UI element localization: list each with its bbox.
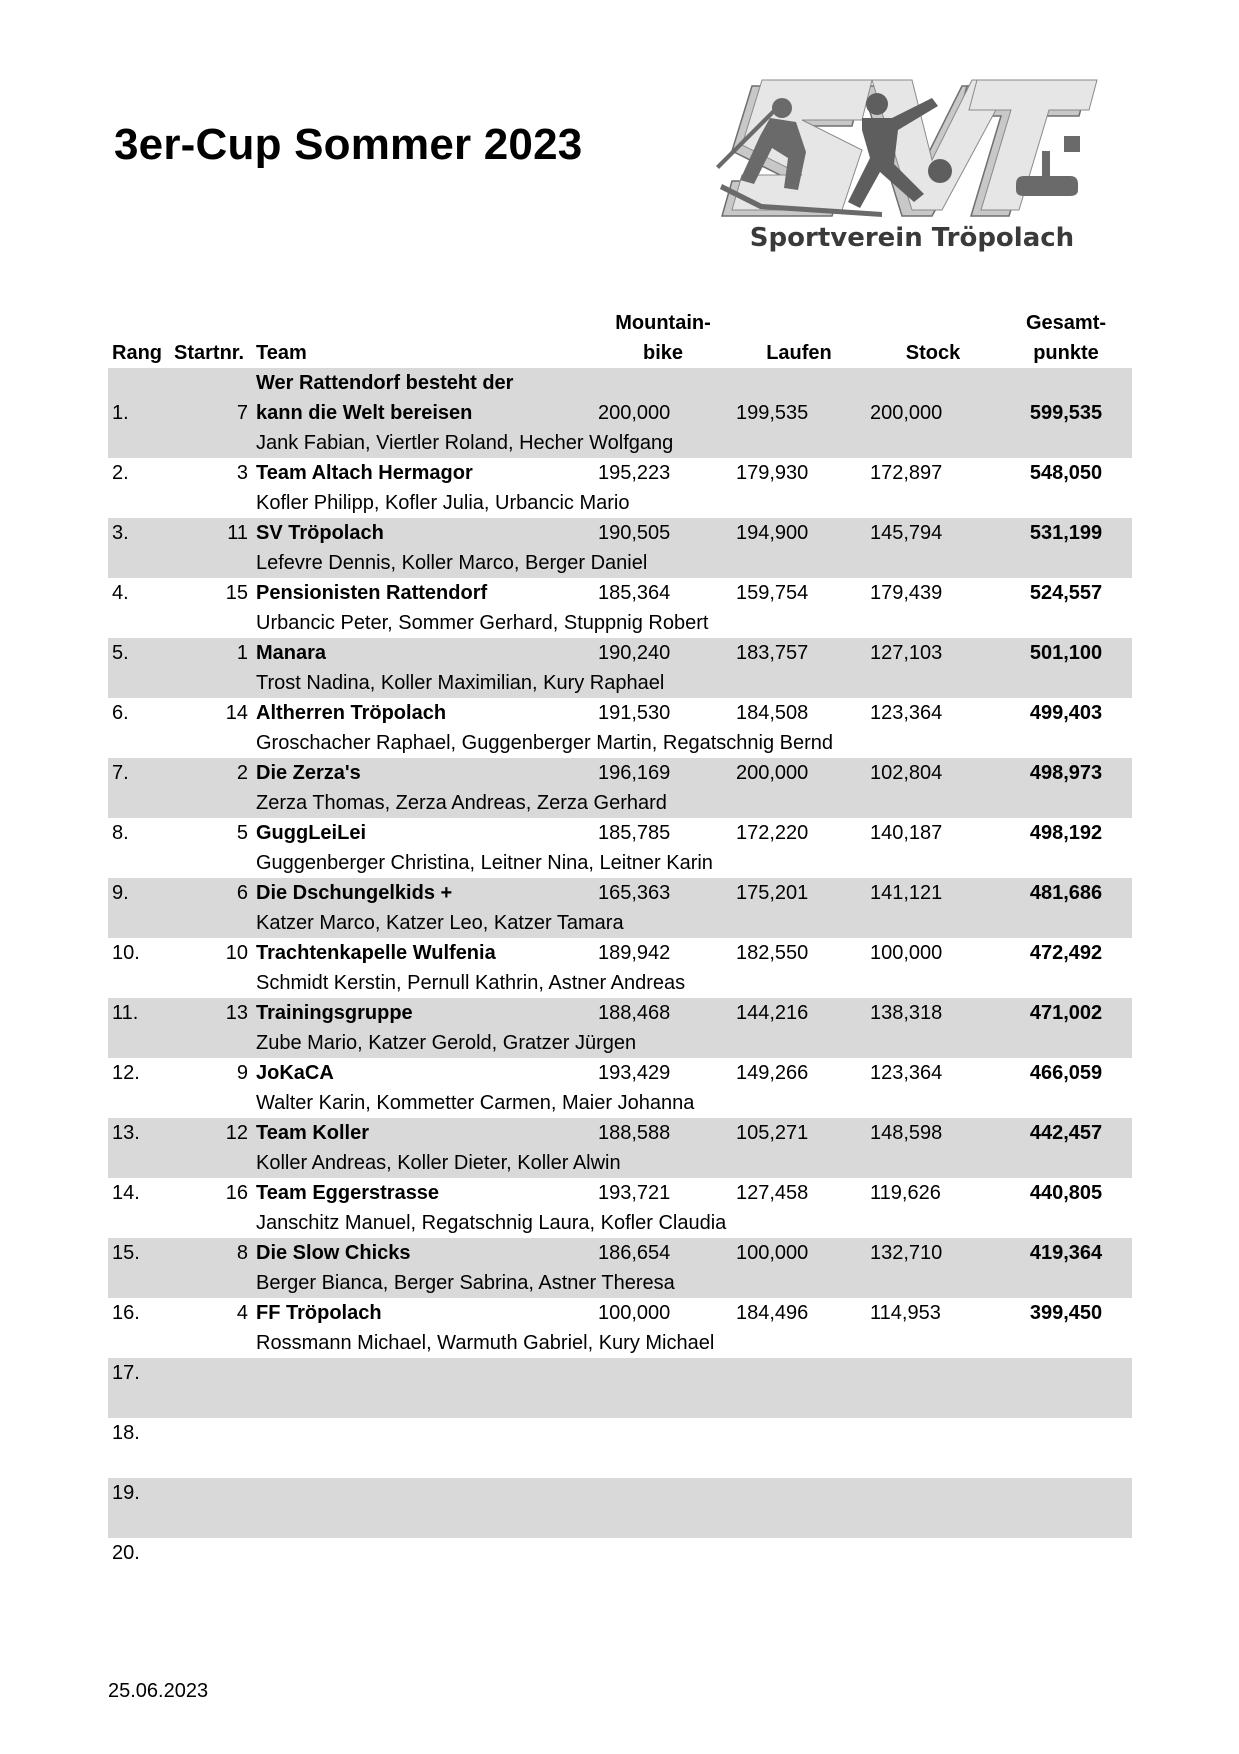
- table-row: [108, 758, 1132, 788]
- table-row: [108, 1418, 1132, 1448]
- rank-cell: 2.: [112, 462, 129, 484]
- laufen-cell: 175,201: [732, 878, 866, 908]
- cell-empty: [108, 1268, 170, 1298]
- cell-empty: [108, 488, 170, 518]
- mountainbike-cell: [594, 1538, 732, 1568]
- table-row-members: [108, 1208, 1132, 1238]
- col-startnr: Startnr.: [174, 342, 245, 364]
- members-cell: Urbancic Peter, Sommer Gerhard, Stuppnig Robert: [256, 612, 709, 634]
- startnr-cell: 2: [170, 758, 252, 788]
- mountainbike-cell: 195,223: [598, 462, 671, 484]
- laufen-cell: [732, 1418, 866, 1448]
- stock-cell: [866, 1538, 1000, 1568]
- cell-empty: [1000, 368, 1132, 398]
- rank-cell: 14.: [112, 1182, 140, 1204]
- rank-cell: 8.: [112, 822, 129, 844]
- stock-cell: 200,000: [866, 398, 1000, 428]
- members-cell: Walter Karin, Kommetter Carmen, Maier Johanna: [256, 1092, 695, 1114]
- team-name-cell: Team Eggerstrasse: [256, 1182, 440, 1204]
- stock-cell: 119,626: [870, 1182, 941, 1204]
- table-row-members: [108, 848, 1132, 878]
- total-cell: 466,059: [1029, 1062, 1103, 1084]
- startnr-cell: [170, 1478, 252, 1508]
- cell-empty: [108, 608, 170, 638]
- startnr-cell: 15: [225, 582, 248, 604]
- mountainbike-cell: 165,363: [594, 878, 732, 908]
- logo-text: Sportverein Tröpolach: [749, 223, 1075, 253]
- startnr-cell: 3: [236, 462, 248, 484]
- members-cell: Schmidt Kerstin, Pernull Kathrin, Astner Andreas: [256, 972, 686, 994]
- total-cell: 599,535: [1000, 398, 1132, 428]
- col-stock: Stock: [905, 342, 961, 364]
- total-cell: 531,199: [1000, 518, 1132, 548]
- laufen-cell: [732, 1538, 866, 1568]
- team-name-line1: Wer Rattendorf besteht der: [252, 368, 594, 398]
- members-cell: Lefevre Dennis, Koller Marco, Berger Daniel: [252, 548, 1132, 578]
- total-cell: 419,364: [1000, 1238, 1132, 1268]
- mountainbike-cell: 185,364: [598, 582, 671, 604]
- startnr-cell: 5: [236, 822, 248, 844]
- cell-empty: [732, 368, 866, 398]
- rank-cell: 12.: [112, 1062, 140, 1084]
- rank-cell: 10.: [112, 942, 140, 964]
- startnr-cell: 14: [225, 702, 248, 724]
- total-cell: 499,403: [1029, 702, 1103, 724]
- mountainbike-cell: [594, 1358, 732, 1388]
- stock-cell: 141,121: [866, 878, 1000, 908]
- mountainbike-cell: 190,505: [594, 518, 732, 548]
- laufen-cell: 105,271: [732, 1118, 866, 1148]
- stock-cell: 127,103: [866, 638, 1000, 668]
- table-header: [108, 302, 1132, 368]
- cell-empty: [108, 668, 170, 698]
- total-cell: 498,192: [1029, 822, 1103, 844]
- team-name-cell: [252, 1358, 594, 1388]
- stock-cell: 123,364: [870, 702, 943, 724]
- rank-cell: 11.: [108, 998, 170, 1028]
- team-name-cell: Pensionisten Rattendorf: [256, 582, 488, 604]
- rank-cell: 3.: [108, 518, 170, 548]
- total-cell: 481,686: [1000, 878, 1132, 908]
- table-row-members: [108, 968, 1132, 998]
- cell-empty: [108, 1388, 170, 1418]
- startnr-cell: 9: [236, 1062, 248, 1084]
- cell-empty: [170, 548, 252, 578]
- members-cell: Guggenberger Christina, Leitner Nina, Leitner Karin: [256, 852, 713, 874]
- mountainbike-cell: 100,000: [598, 1302, 671, 1324]
- cell-empty: [170, 848, 252, 878]
- table-row-members: [108, 608, 1132, 638]
- laufen-cell: 172,220: [736, 822, 809, 844]
- stock-cell: [866, 1358, 1000, 1388]
- cell-empty: [170, 1328, 252, 1358]
- team-name-cell: Die Slow Chicks: [252, 1238, 594, 1268]
- team-name-cell: Die Zerza's: [252, 758, 594, 788]
- mountainbike-cell: 193,429: [598, 1062, 671, 1084]
- stock-cell: 145,794: [866, 518, 1000, 548]
- rank-cell: 13.: [108, 1118, 170, 1148]
- team-name-cell: Trainingsgruppe: [252, 998, 594, 1028]
- members-cell: Jank Fabian, Viertler Roland, Hecher Wolfgang: [252, 428, 1132, 458]
- laufen-cell: 159,754: [736, 582, 809, 604]
- table-row-members: [108, 428, 1132, 458]
- table-row-members: [108, 1448, 1132, 1478]
- startnr-cell: 11: [170, 518, 252, 548]
- table-row: [108, 1058, 1132, 1088]
- mountainbike-cell: 190,240: [594, 638, 732, 668]
- laufen-cell: 200,000: [732, 758, 866, 788]
- table-row-members: [108, 1388, 1132, 1418]
- stock-cell: 114,953: [870, 1302, 941, 1324]
- mountainbike-cell: 185,785: [598, 822, 671, 844]
- cell-empty: [594, 368, 732, 398]
- team-name-cell: Team Koller: [252, 1118, 594, 1148]
- table-row: [108, 1358, 1132, 1388]
- table-row: [108, 938, 1132, 968]
- laufen-cell: 100,000: [732, 1238, 866, 1268]
- table-row-members: [108, 728, 1132, 758]
- team-name-cell: [252, 1418, 594, 1448]
- table-row: [108, 998, 1132, 1028]
- table-row: [108, 1238, 1132, 1268]
- cell-empty: [108, 1148, 170, 1178]
- stock-cell: 123,364: [870, 1062, 943, 1084]
- startnr-cell: [170, 1418, 252, 1448]
- table-row: [108, 1478, 1132, 1508]
- team-name-cell: Team Altach Hermagor: [256, 462, 473, 484]
- total-cell: 548,050: [1029, 462, 1103, 484]
- members-cell: [252, 1508, 1132, 1538]
- cell-empty: [108, 1088, 170, 1118]
- table-row: [108, 1298, 1132, 1328]
- mountainbike-cell: 191,530: [598, 702, 671, 724]
- laufen-cell: 184,496: [736, 1302, 809, 1324]
- laufen-cell: 182,550: [736, 942, 809, 964]
- rank-cell: 1.: [108, 398, 170, 428]
- rank-cell: 18.: [112, 1422, 140, 1444]
- table-row: [108, 1118, 1132, 1148]
- stock-cell: 140,187: [870, 822, 943, 844]
- total-cell: 498,973: [1000, 758, 1132, 788]
- cell-empty: [170, 1088, 252, 1118]
- startnr-cell: 10: [225, 942, 248, 964]
- laufen-cell: 149,266: [736, 1062, 809, 1084]
- mountainbike-cell: 189,942: [598, 942, 671, 964]
- cell-empty: [108, 908, 170, 938]
- total-cell: [1000, 1478, 1132, 1508]
- members-cell: Koller Andreas, Koller Dieter, Koller Alwin: [252, 1148, 1132, 1178]
- cell-empty: [170, 368, 252, 398]
- cell-empty: [170, 608, 252, 638]
- table-row-members: [108, 1328, 1132, 1358]
- team-name-cell: Die Dschungelkids +: [252, 878, 594, 908]
- col-rang: Rang: [112, 342, 162, 364]
- cell-empty: [108, 788, 170, 818]
- cell-empty: [170, 1568, 252, 1598]
- members-cell: [252, 1388, 1132, 1418]
- cell-empty: [108, 368, 170, 398]
- table-row-members: [108, 548, 1132, 578]
- team-name-cell: Trachtenkapelle Wulfenia: [256, 942, 496, 964]
- startnr-cell: 6: [170, 878, 252, 908]
- team-name-cell: GuggLeiLei: [256, 822, 366, 844]
- rank-cell: 5.: [108, 638, 170, 668]
- members-cell: Berger Bianca, Berger Sabrina, Astner Theresa: [252, 1268, 1132, 1298]
- members-cell: Katzer Marco, Katzer Leo, Katzer Tamara: [252, 908, 1132, 938]
- laufen-cell: 127,458: [736, 1182, 809, 1204]
- rank-cell: 7.: [108, 758, 170, 788]
- startnr-cell: 1: [170, 638, 252, 668]
- total-cell: 440,805: [1029, 1182, 1103, 1204]
- cell-empty: [108, 548, 170, 578]
- team-name-cell: [252, 1478, 594, 1508]
- startnr-cell: [170, 1358, 252, 1388]
- laufen-cell: [732, 1478, 866, 1508]
- cell-empty: [108, 1448, 170, 1478]
- rank-cell: 6.: [112, 702, 129, 724]
- table-row-members: [108, 668, 1132, 698]
- mountainbike-cell: 188,468: [594, 998, 732, 1028]
- total-cell: 399,450: [1029, 1302, 1103, 1324]
- cell-empty: [866, 368, 1000, 398]
- rank-cell: 16.: [112, 1302, 140, 1324]
- total-cell: 471,002: [1000, 998, 1132, 1028]
- total-cell: 501,100: [1000, 638, 1132, 668]
- startnr-cell: 16: [225, 1182, 248, 1204]
- col-mountainbike: Mountain- bike: [615, 312, 711, 364]
- table-row: [108, 1538, 1132, 1568]
- table-row-members: [108, 1088, 1132, 1118]
- stock-cell: 132,710: [866, 1238, 1000, 1268]
- rank-cell: 20.: [112, 1542, 140, 1564]
- table-row: [108, 638, 1132, 668]
- stock-cell: 138,318: [866, 998, 1000, 1028]
- laufen-cell: [732, 1358, 866, 1388]
- laufen-cell: 199,535: [732, 398, 866, 428]
- table-row-members: [108, 488, 1132, 518]
- total-cell: [1000, 1538, 1132, 1568]
- stock-cell: 179,439: [870, 582, 943, 604]
- cell-empty: [108, 428, 170, 458]
- table-row-members: [108, 1508, 1132, 1538]
- cell-empty: [108, 728, 170, 758]
- team-name-cell: JoKaCA: [256, 1062, 334, 1084]
- team-name-cell: kann die Welt bereisen: [252, 398, 594, 428]
- table-row: [108, 458, 1132, 488]
- cell-empty: [108, 1508, 170, 1538]
- mountainbike-cell: [594, 1418, 732, 1448]
- team-name-cell: [252, 1538, 594, 1568]
- members-cell: Kofler Philipp, Kofler Julia, Urbancic Mario: [256, 492, 630, 514]
- members-cell: Zube Mario, Katzer Gerold, Gratzer Jürgen: [252, 1028, 1132, 1058]
- table-row: [108, 1178, 1132, 1208]
- club-logo: [712, 66, 1112, 256]
- cell-empty: [170, 488, 252, 518]
- startnr-cell: [170, 1538, 252, 1568]
- members-cell: [252, 1448, 1132, 1478]
- stock-cell: 148,598: [866, 1118, 1000, 1148]
- table-row: [108, 398, 1132, 428]
- total-cell: 442,457: [1000, 1118, 1132, 1148]
- col-team: Team: [256, 342, 307, 364]
- mountainbike-cell: 200,000: [594, 398, 732, 428]
- mountainbike-cell: 188,588: [594, 1118, 732, 1148]
- laufen-cell: 184,508: [736, 702, 809, 724]
- stock-cell: [866, 1478, 1000, 1508]
- members-cell: Zerza Thomas, Zerza Andreas, Zerza Gerhard: [252, 788, 1132, 818]
- col-gesamtpunkte: Gesamt- punkte: [1025, 312, 1107, 364]
- cell-empty: [170, 968, 252, 998]
- cell-empty: [170, 1208, 252, 1238]
- rank-cell: 17.: [108, 1358, 170, 1388]
- table-row: [108, 368, 1132, 398]
- table-row-members: [108, 908, 1132, 938]
- table-row: [108, 518, 1132, 548]
- rank-cell: 9.: [108, 878, 170, 908]
- laufen-cell: 194,900: [732, 518, 866, 548]
- table-row-members: [108, 1568, 1132, 1598]
- cell-empty: [170, 1388, 252, 1418]
- members-cell: [252, 1568, 1132, 1598]
- team-name-cell: Manara: [252, 638, 594, 668]
- mountainbike-cell: 186,654: [594, 1238, 732, 1268]
- cell-empty: [108, 968, 170, 998]
- document-date: 25.06.2023: [108, 1680, 209, 1702]
- table-row: [108, 698, 1132, 728]
- stock-cell: 100,000: [870, 942, 943, 964]
- table-row-members: [108, 788, 1132, 818]
- cell-empty: [108, 1028, 170, 1058]
- startnr-cell: 4: [236, 1302, 248, 1324]
- cell-empty: [170, 1148, 252, 1178]
- cell-empty: [170, 1448, 252, 1478]
- total-cell: 524,557: [1029, 582, 1103, 604]
- cell-empty: [170, 1028, 252, 1058]
- cell-empty: [170, 728, 252, 758]
- results-table: [108, 302, 1132, 1598]
- stock-cell: 172,897: [870, 462, 943, 484]
- total-cell: [1000, 1418, 1132, 1448]
- members-cell: Janschitz Manuel, Regatschnig Laura, Kofler Claudia: [256, 1212, 727, 1234]
- cell-empty: [170, 1508, 252, 1538]
- table-row-members: [108, 1028, 1132, 1058]
- rank-cell: 19.: [108, 1478, 170, 1508]
- rank-cell: 15.: [108, 1238, 170, 1268]
- stock-cell: [866, 1418, 1000, 1448]
- members-cell: Groschacher Raphael, Guggenberger Martin, Regatschnig Bernd: [256, 732, 833, 754]
- col-laufen: Laufen: [766, 342, 832, 364]
- team-name-cell: FF Tröpolach: [256, 1302, 382, 1324]
- laufen-cell: 144,216: [732, 998, 866, 1028]
- startnr-cell: 13: [170, 998, 252, 1028]
- members-cell: Trost Nadina, Koller Maximilian, Kury Raphael: [252, 668, 1132, 698]
- laufen-cell: 179,930: [736, 462, 809, 484]
- team-name-cell: SV Tröpolach: [252, 518, 594, 548]
- startnr-cell: 7: [170, 398, 252, 428]
- cell-empty: [170, 668, 252, 698]
- page-title: 3er-Cup Sommer 2023: [114, 120, 583, 169]
- cell-empty: [170, 428, 252, 458]
- rank-cell: 4.: [112, 582, 129, 604]
- startnr-cell: 8: [170, 1238, 252, 1268]
- cell-empty: [108, 848, 170, 878]
- cell-empty: [108, 1208, 170, 1238]
- mountainbike-cell: 196,169: [594, 758, 732, 788]
- table-row: [108, 818, 1132, 848]
- total-cell: 472,492: [1029, 942, 1103, 964]
- table-row-members: [108, 1268, 1132, 1298]
- table-row: [108, 878, 1132, 908]
- stock-cell: 102,804: [866, 758, 1000, 788]
- startnr-cell: 12: [170, 1118, 252, 1148]
- members-cell: Rossmann Michael, Warmuth Gabriel, Kury Michael: [256, 1332, 715, 1354]
- cell-empty: [170, 908, 252, 938]
- total-cell: [1000, 1358, 1132, 1388]
- team-name-cell: Altherren Tröpolach: [256, 702, 447, 724]
- cell-empty: [108, 1568, 170, 1598]
- laufen-cell: 183,757: [732, 638, 866, 668]
- cell-empty: [170, 1268, 252, 1298]
- mountainbike-cell: 193,721: [598, 1182, 671, 1204]
- table-row-members: [108, 1148, 1132, 1178]
- table-row: [108, 578, 1132, 608]
- mountainbike-cell: [594, 1478, 732, 1508]
- cell-empty: [170, 788, 252, 818]
- cell-empty: [108, 1328, 170, 1358]
